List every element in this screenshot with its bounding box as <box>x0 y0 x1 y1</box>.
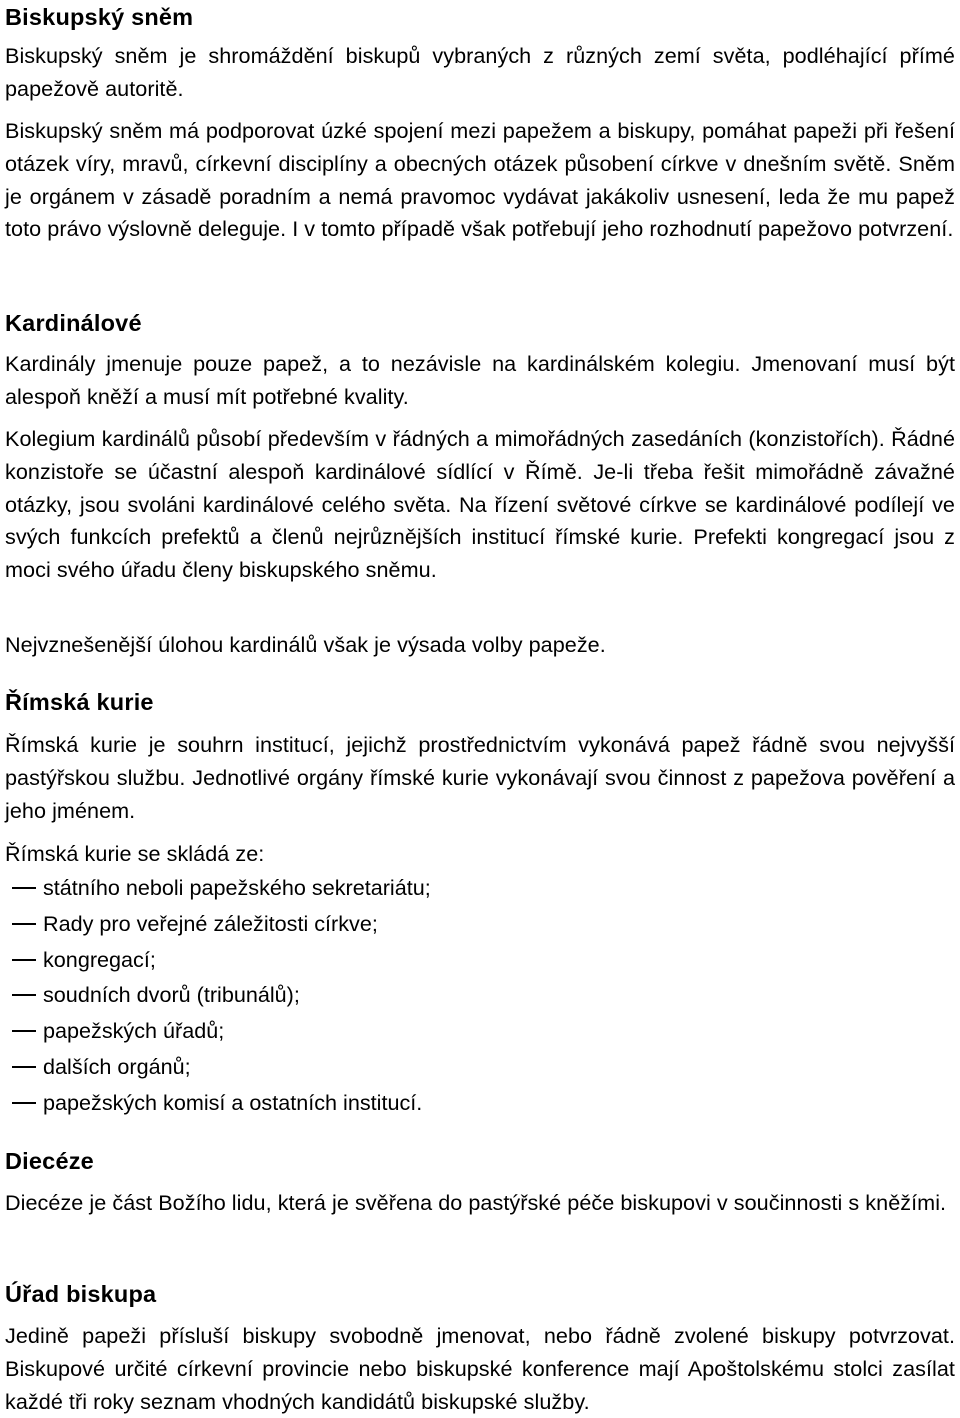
paragraph: Kardinály jmenuje pouze papež, a to nezávisle na kardinálském kolegiu. Jmenovaní musí být alespoň kněží a musí mít potřebné kvality. <box>5 351 955 409</box>
section-title-biskupsky-snem: Biskupský sněm <box>5 4 194 30</box>
dash-bullet-icon <box>12 887 36 889</box>
paragraph: Římská kurie je souhrn institucí, jejichž prostřednictvím vykonává papež řádně svou nejvyšší pastýřskou službu. Jednotlivé orgány římské kurie vykonávají svou činnost z papežova pověření a jeho jménem. <box>5 732 955 823</box>
list-item: státního neboli papežského sekretariátu; <box>5 870 955 906</box>
dash-bullet-icon <box>12 1102 36 1104</box>
paragraph: Diecéze je část Božího lidu, která je svěřena do pastýřské péče biskupovi v součinnosti s kněžími. <box>5 1190 947 1215</box>
paragraph: Biskupský sněm je shromáždění biskupů vybraných z různých zemí světa, podléhající přímé papežově autoritě. <box>5 43 955 101</box>
section-title-dieceze: Diecéze <box>5 1148 94 1174</box>
section-title-urad-biskupa: Úřad biskupa <box>5 1281 157 1307</box>
list-item: papežských komisí a ostatních institucí. <box>5 1085 955 1121</box>
list-item: soudních dvorů (tribunálů); <box>5 977 955 1013</box>
paragraph: Jedině papeži přísluší biskupy svobodně jmenovat, nebo řádně zvolené biskupy potvrzovat. Biskupové určité církevní provincie nebo biskupské konference mají Apoštolskému stolci zasílat každé tři roky seznam vhodných kandidátů biskupské služby. <box>5 1323 955 1414</box>
dash-bullet-icon <box>12 994 36 996</box>
paragraph: Kolegium kardinálů působí především v řádných a mimořádných zasedáních (konzistořích). Řádné konzistoře se účastní alespoň kardinálové sídlící v Římě. Je-li třeba řešit mimořádně závažné otázky, jsou svoláni kardinálové celého světa. Na řízení světové církve se kardinálové podílejí ve svých funkcích prefektů a členů nejrůznějších institucí římské kurie. Prefekti kongregací jsou z moci svého úřadu členy biskupského sněmu. <box>5 426 955 583</box>
paragraph: Nejvznešenější úlohou kardinálů však je výsada volby papeže. <box>5 632 606 657</box>
section-title-rimska-kurie: Římská kurie <box>5 689 154 715</box>
dash-bullet-icon <box>12 959 36 961</box>
dash-bullet-icon <box>12 1066 36 1068</box>
list-item: dalších orgánů; <box>5 1049 955 1085</box>
list-item: kongregací; <box>5 942 955 978</box>
curia-composition-list <box>5 870 955 1121</box>
list-item: papežských úřadů; <box>5 1013 955 1049</box>
paragraph: Římská kurie se skládá ze: <box>5 841 265 866</box>
dash-bullet-icon <box>12 1030 36 1032</box>
dash-bullet-icon <box>12 923 36 925</box>
paragraph: Biskupský sněm má podporovat úzké spojení mezi papežem a biskupy, pomáhat papeži při řešení otázek víry, mravů, církevní disciplíny a obecných otázek působení církve v dnešním světě. Sněm je orgánem v zásadě poradním a nemá pravomoc vydávat jakákoliv usnesení, leda že mu papež toto právo výslovně deleguje. I v tomto případě však potřebují jeho rozhodnutí papežovo potvrzení. <box>5 118 955 242</box>
section-title-kardinalove: Kardinálové <box>5 310 142 336</box>
list-item: Rady pro veřejné záležitosti církve; <box>5 906 955 942</box>
